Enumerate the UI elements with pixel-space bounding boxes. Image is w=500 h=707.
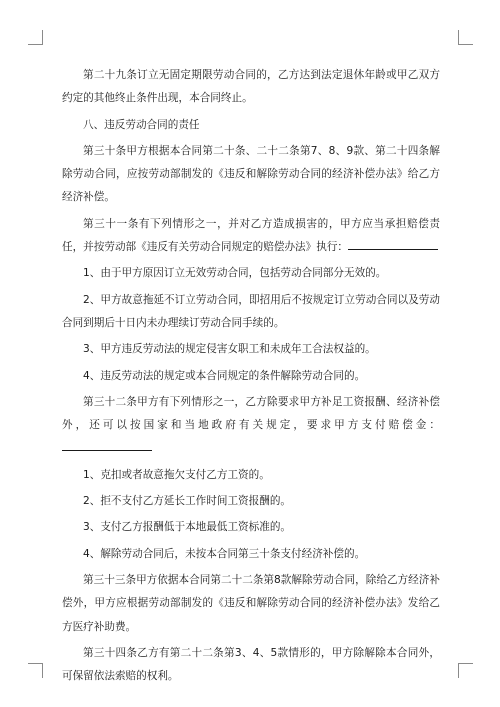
article-29: 第二十九条订立无固定期限劳动合同的，乙方达到法定退休年龄或甲乙双方约定的其他终止条件出现，本合同终止。: [62, 69, 440, 105]
article-31: 第三十一条有下列情形之一，并对乙方造成损害的，甲方应当承担赔偿责任，并按劳动部《违反有关劳动合同规定的赔偿办法》执行：: [62, 217, 440, 254]
article-31-item-3: 3、甲方违反劳动法的规定侵害女职工和未成年工合法权益的。: [83, 343, 376, 356]
article-32-item-2: 2、拒不支付乙方延长工作时间工资报酬的。: [83, 495, 292, 508]
article-30: 第三十条甲方根据本合同第二十条、二十二条第7、8、9款、第二十四条解除劳动合同，应按劳动部制发的《违反和解除劳动合同的经济补偿办法》给乙方经济补偿。: [62, 144, 440, 204]
blank-line: [62, 439, 152, 451]
article-33: 第三十三条甲方依据本合同第二十二条第8款解除劳动合同，除给乙方经济补偿外，甲方应根据劳动部制发的《违反和解除劳动合同的经济补偿办法》发给乙方医疗补助费。: [62, 573, 440, 633]
crop-mark-bottom-right: [458, 663, 473, 678]
article-31-item-4: 4、违反劳动法的规定或本合同规定的条件解除劳动合同的。: [83, 369, 366, 382]
section-heading-breach: 八、违反劳动合同的责任: [83, 118, 200, 131]
article-34: 第三十四条乙方有第二十二条第3、4、5款情形的，甲方除解除本合同外，可保留依法索赔的权利。: [62, 646, 440, 683]
crop-mark-top-left: [28, 30, 43, 45]
document-body: [62, 64, 440, 691]
article-32: 第三十二条甲方有下列情形之一，乙方除要求甲方补足工资报酬、经济补偿外，还可以按国家和当地政府有关规定，要求甲方支付赔偿金：: [62, 391, 440, 461]
crop-mark-top-right: [458, 30, 473, 45]
article-32-item-4: 4、解除劳动合同后，未按本合同第三十条支付经济补偿的。: [83, 547, 366, 560]
blank-line: [348, 238, 438, 250]
article-32-item-3: 3、支付乙方报酬低于本地最低工资标准的。: [83, 521, 292, 534]
crop-mark-bottom-left: [28, 663, 43, 678]
article-32-item-1: 1、克扣或者故意拖欠支付乙方工资的。: [83, 468, 270, 481]
article-31-item-1: 1、由于甲方原因订立无效劳动合同，包括劳动合同部分无效的。: [83, 267, 387, 280]
article-31-item-2: 2、甲方故意拖延不订立劳动合同，即招用后不按规定订立劳动合同以及劳动合同到期后十日内未办理续订劳动合同手续的。: [62, 293, 440, 329]
